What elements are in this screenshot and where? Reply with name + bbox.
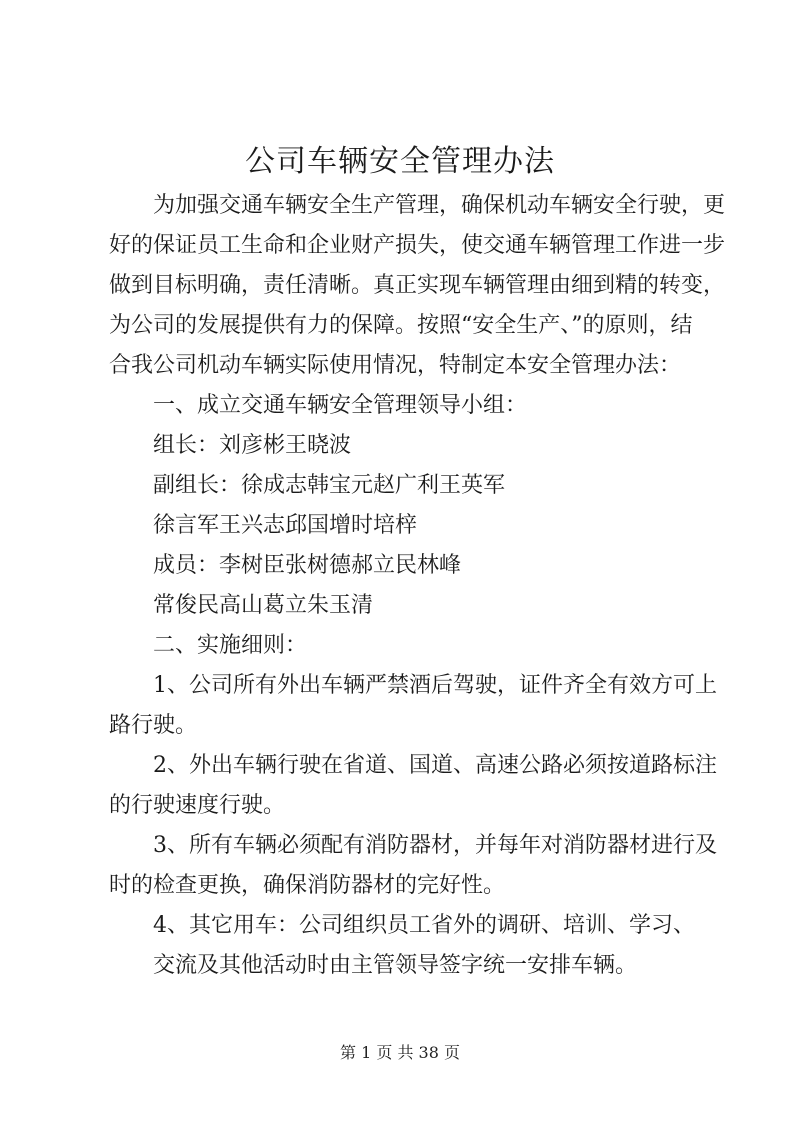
list-item: 组长：刘彦彬王晓波: [153, 433, 352, 458]
document-title: 公司车辆安全管理办法: [245, 144, 555, 179]
list-item: 成员：李树臣张树德郝立民林峰: [153, 553, 462, 578]
paragraph-line: 做到目标明确，责任清晰。真正实现车辆管理由细到精的转变，: [109, 273, 726, 298]
rule-item: 3、所有车辆必须配有消防器材，并每年对消防器材进行及: [153, 833, 717, 858]
page-footer: 第 1 页 共 38 页: [340, 1043, 460, 1062]
rule-item-continued: 路行驶。: [109, 713, 198, 738]
section-heading: 一、成立交通车辆安全管理领导小组：: [153, 393, 528, 418]
paragraph-line: 合我公司机动车辆实际使用情况，特制定本安全管理办法：: [109, 353, 682, 378]
list-item: 常俊民高山葛立朱玉清: [153, 593, 374, 618]
document-body: [109, 186, 726, 986]
list-item: 徐言军王兴志邱国增时培梓: [153, 513, 418, 538]
rule-item: 2、外出车辆行驶在省道、国道、高速公路必须按道路标注: [153, 753, 717, 778]
paragraph-line: 为加强交通车辆安全生产管理，确保机动车辆安全行驶，更: [153, 193, 726, 218]
rule-item-continued: 时的检查更换，确保消防器材的完好性。: [109, 873, 506, 898]
section-heading: 二、实施细则：: [153, 633, 308, 658]
rule-item: 1、公司所有外出车辆严禁酒后驾驶，证件齐全有效方可上: [153, 673, 717, 698]
rule-item-continued: 交流及其他活动时由主管领导签字统一安排车辆。: [153, 953, 638, 978]
paragraph-line: 好的保证员工生命和企业财产损失，使交通车辆管理工作进一步: [109, 233, 726, 258]
list-item: 副组长：徐成志韩宝元赵广利王英军: [153, 473, 506, 498]
paragraph-line: 为公司的发展提供有力的保障。按照“安全生产、”的原则，结: [109, 313, 693, 338]
rule-item-continued: 的行驶速度行驶。: [109, 793, 286, 818]
rule-item: 4、其它用车：公司组织员工省外的调研、培训、学习、: [153, 913, 695, 938]
